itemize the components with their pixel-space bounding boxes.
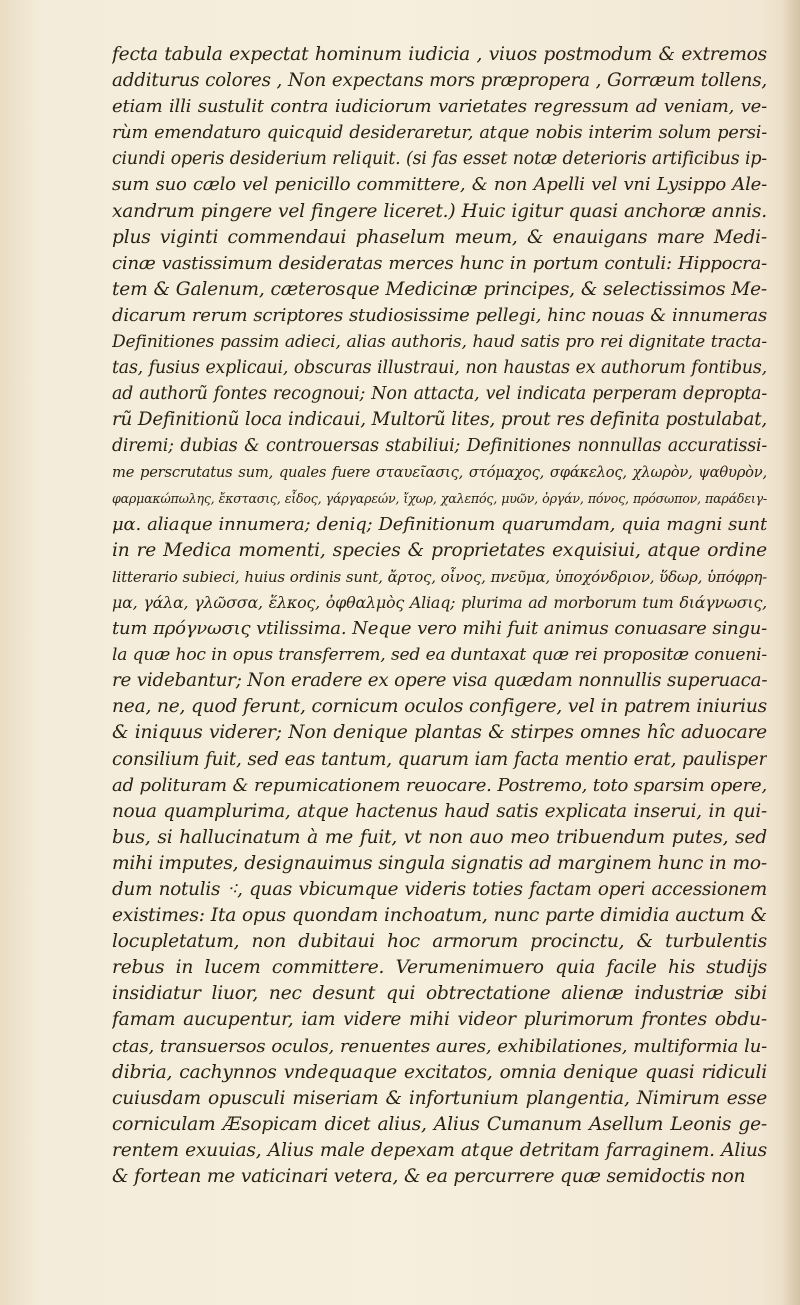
text-line: litterario subieci, huius ordinis sunt, ἄρτος, οἶνος, πνεῦμα, ὑποχόνδριον, ὕδωρ, ὑπόφρη- [112, 567, 767, 586]
text-line: & fortean me vaticinari vetera, & ea percurrere quæ semidoctis non [112, 1166, 746, 1188]
text-line: Definitiones passim adieci, alias authoris, haud satis pro rei dignitate tracta- [112, 332, 767, 353]
text-line: μα, γάλα, γλῶσσα, ἕλκος, ὀφθαλμὸς Aliaq; plurima ad morborum tum διάγνωσις, [112, 592, 767, 612]
text-line: existimes: Ita opus quondam inchoatum, nunc parte dimidia auctum & [112, 905, 767, 927]
text-line: additurus colores , Non expectans mors præpropera , Gorræum tollens, [112, 70, 767, 92]
text-line: corniculam Æsopicam dicet alius, Alius Cumanum Asellum Leonis ge- [112, 1113, 767, 1135]
text-line: re videbantur; Non eradere ex opere visa quædam nonnullis superuaca- [112, 670, 767, 692]
text-line: cuiusdam opusculi miseriam & infortunium plangentia, Nimirum esse [112, 1087, 767, 1109]
text-line: nea, ne, quod ferunt, cornicum oculos configere, vel in patrem iniurius [112, 696, 767, 718]
text-line: diremi; dubias & controuersas stabiliui; Definitiones nonnullas accuratissi- [112, 436, 767, 457]
text-line: rũ Definitionũ loca indicaui, Multorũ lites, prout res definita postulabat, [112, 409, 767, 431]
page-edge-shadow [782, 0, 800, 1305]
text-line: mihi imputes, designauimus singula signatis ad marginem hunc in mo- [112, 852, 767, 874]
text-line: consilium fuit, sed eas tantum, quarum iam facta mentio erat, paulisper [112, 748, 767, 770]
text-line: sum suo cælo vel penicillo committere, & non Apelli vel vni Lysippo Ale- [112, 174, 767, 196]
text-line: tum πρόγνωσις vtilissima. Neque vero mihi fuit animus conuasare singu- [112, 618, 767, 640]
text-line: cinæ vastissimum desideratas merces hunc in portum contuli: Hippocra- [112, 252, 767, 274]
text-line: tem & Galenum, cæterosque Medicinæ principes, & selectissimos Me- [112, 278, 767, 300]
text-line: insidiatur liuor, nec desunt qui obtrectatione alienæ industriæ sibi [112, 983, 767, 1005]
text-line: ad polituram & repumicationem reuocare. Postremo, toto sparsim opere, [112, 774, 767, 796]
text-line: in re Medica momenti, species & proprietates exquisiui, atque ordine [112, 539, 767, 561]
text-line: rùm emendaturo quicquid desideraretur, atque nobis interim solum persi- [112, 123, 767, 144]
text-line: fecta tabula expectat hominum iudicia , viuos postmodum & extremos [112, 44, 767, 65]
text-line: bus, si hallucinatum à me fuit, vt non auo meo tribuendum putes, sed [112, 826, 767, 848]
text-line: ad authorũ fontes recognoui; Non attacta, vel indicata perperam depropta- [112, 384, 767, 405]
text-line: μα. aliaque innumera; deniq; Definitionum quarumdam, quia magni sunt [112, 513, 767, 535]
text-line: famam aucupentur, iam videre mihi videor plurimorum frontes obdu- [112, 1009, 767, 1031]
text-line: plus viginti commendaui phaselum meum, & enauigans mare Medi- [112, 226, 767, 248]
text-line: locupletatum, non dubitaui hoc armorum procinctu, & turbulentis [112, 931, 767, 953]
text-line: tas, fusius explicaui, obscuras illustraui, non haustas ex authorum fontibus, [112, 358, 767, 379]
text-line: dibria, cachynnos vndequaque excitatos, omnia denique quasi ridiculi [112, 1061, 767, 1083]
latin-text-body [112, 42, 767, 1190]
text-line: & iniquus viderer; Non denique plantas & stirpes omnes hîc aduocare [112, 722, 767, 744]
text-line: noua quamplurima, atque hactenus haud satis explicata inserui, in qui- [112, 800, 767, 822]
text-line: rentem exuuias, Alius male depexam atque detritam farraginem. Alius [112, 1139, 767, 1161]
text-line: dum notulis ⁖, quas vbicumque videris toties factam operi accessionem [112, 879, 767, 900]
text-line: etiam illi sustulit contra iudiciorum varietates regressum ad veniam, ve- [112, 96, 767, 118]
text-line: dicarum rerum scriptores studiosissime pellegi, hinc nouas & innumeras [112, 304, 767, 326]
text-line: ciundi operis desiderium reliquit. (si fas esset notæ deterioris artificibus ip- [112, 149, 767, 170]
text-line: xandrum pingere vel fingere liceret.) Huic igitur quasi anchoræ annis. [112, 200, 767, 222]
text-line: rebus in lucem committere. Verumenimuero quia facile his studijs [112, 957, 767, 979]
text-line: ctas, transuersos oculos, renuentes aures, exhibilationes, multiformia lu- [112, 1035, 767, 1057]
text-line: me perscrutatus sum, quales fuere σταυεῖασις, στόμαχος, σφάκελος, χλωρὸν, ψαθυρὸν, [112, 463, 767, 481]
text-line: la quæ hoc in opus transferrem, sed ea duntaxat quæ rei propositæ conueni- [112, 645, 767, 666]
text-line: φαρμακώπωλης, ἔκστασις, εἶδος, γάργαρεών, ἴχωρ, χαλεπός, μυῶν, ὀργάν, πόνος, πρόσωπον, παράδειγ- [112, 490, 767, 506]
